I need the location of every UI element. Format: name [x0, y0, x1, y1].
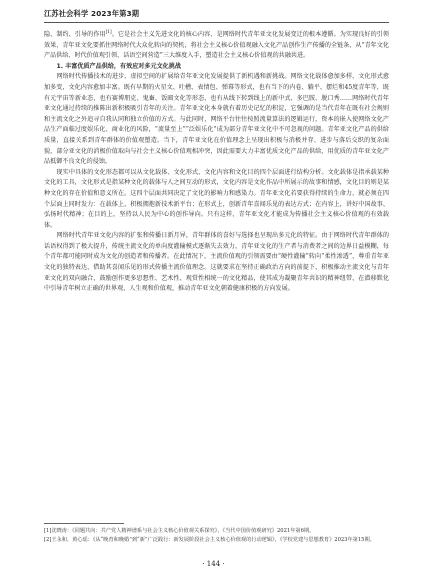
page-number: · 144 · — [202, 560, 225, 568]
section-heading: 1. 丰富优质产品供给，有效应对多元文化挑战 — [56, 62, 181, 70]
footnote-item: [1]沈晓涛：《同题共向：共产党人精神谱系与社会主义核心价值观关系探究》，《当代中国价值观研究》2021年第6期。 — [44, 528, 315, 534]
paragraph: 网络时代青年亚文化内容的扩张和传播日新月异，青年群体的喜好与选择也呈现出多元化的特征。由于网络时代青年群体的话语权得到了极大提升，传统主流文化的单向度灌输模式逐渐失去效力，青年亚文化的生产者与消费者之间的边界日益模糊，每个青年都可能同时成为文化的创造者和传播者。在此情况下，主流价值观的引领需要由“硬性灌输”转向“柔性渗透”，尊重青年亚文化的独特表达，借助其喜闻乐见的形式传播主流价值理念。这就要求在坚持正确政治方向的前提下，积极推动主流文化与青年亚文化的双向融合，鼓励创作更多思想性、艺术性、观赏性相统一的文化精品，使其成为凝聚青年共识的精神纽带，在潜移默化中引导青年树立正确的世界观、人生观和价值观，推动青年亚文化朝着健康积极的方向发展。 — [44, 232, 389, 293]
footnote-reference: [1] — [105, 28, 112, 34]
paragraph-text: 隐、制约、引导的作用 — [44, 31, 106, 38]
article-body — [44, 30, 389, 295]
paragraph: 网络时代传播技术的进步、虚拟空间的扩展给青年亚文化发展提供了新机遇和新挑战。网络文化载体愈加多样，文化形式愈加多变，文化内容愈加丰富。既有早期的火星文、吐槽、表情包、弹幕等形式，也有当下的内卷、躺平、摆烂和45度青年等，既有元宇宙等新业态，也有赛博朋克、鬼畜、饭圈文化等形态，也有从线下转到线上的新中式、多巴胺、脱口秀……网络时代青年亚文化通过持续的推陈出新积极吸引青年的关注。青年亚文化本身就有着历史记忆的积淀，它强调的是当代青年在既有社会规则和主流文化之外追寻自我认同和独立价值的方式。与此同时，网络平台往往按照流量算法的逻辑运行，资本的嵌入使网络文化产品生产面临过度娱乐化、商业化的风险，“流量至上”“泛娱乐化”成为部分青年亚文化中不可忽视的问题。青年亚文化产品的供给质量，直接关系到青年群体的价值观塑造。当下，青年亚文化在价值理念上呈现出积极与消极并存、进步与落后交织的复杂面貌，部分亚文化的消极价值取向与社会主义核心价值观相冲突，因此需要大力丰富优质文化产品的供给，用优质的青年亚文化产品抵御不良文化的侵蚀。 — [44, 73, 389, 166]
footnote-item: [2]王永和、黄心瑶：《从“晚育和晚婚”到“新”广泛践行：新发展阶段社会主义核心价值观的行动逻辑》，《学校党建与思想教育》2023年第15期。 — [44, 537, 375, 544]
header-rule — [44, 22, 389, 23]
running-header: 江苏社会科学 2023年第3期 — [44, 9, 140, 18]
footnote-divider — [44, 523, 124, 524]
footnotes — [44, 527, 389, 545]
paragraph-continuation — [44, 30, 389, 62]
paragraph-text: 。它是社会主义先进文化的核心内容，是网络时代青年亚文化发展变迁的根本遵循。为实现良好的引领效果，青年亚文化要抓住网络时代大众化转向的契机，将社会主义核心价值观融入文化产品创作生产传播的全链条，从“青年文化产品供给、时代价值观引领、话语空间营造”三大维度入手，塑造社会主义核心价值观的共融共进。 — [44, 31, 390, 60]
paragraph: 现实中具体的文化形态都可以从文化载体、文化形式、文化内容和文化目的四个层面进行结构分析。文化载体是指承载某种文化的工具，文化形式是指某种文化的载体与人之间互动的形式，文化内容是文化作品中所展示的故事和情感，文化目的则是某种文化的存在价值和意义所在。这四个层面共同决定了文化的影响力和感染力。青年亚文化若要获得持续的生命力，就必须在四个层面上同时发力：在载体上，积极拥抱新技术新平台；在形式上，创新青年喜闻乐见的表达方式；在内容上，讲好中国故事、弘扬时代精神；在目的上，坚持以人民为中心的创作导向。只有这样，青年亚文化才能成为传播社会主义核心价值观的有效载体。 — [44, 168, 389, 229]
